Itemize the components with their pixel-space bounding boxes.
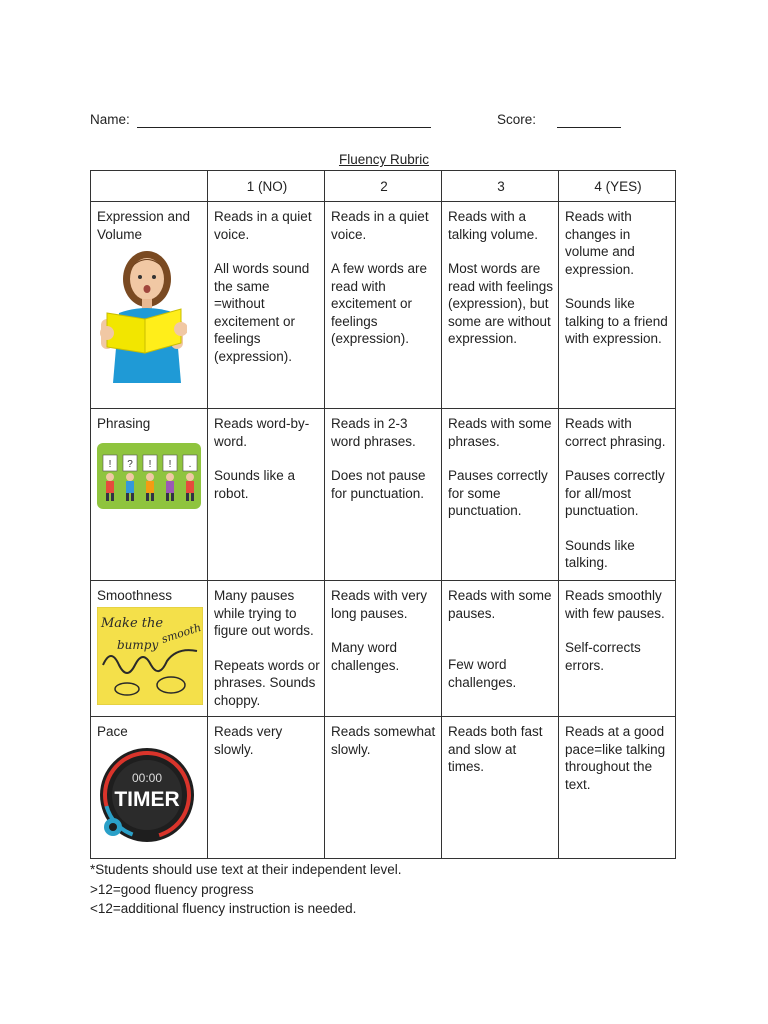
rubric-cell bbox=[559, 581, 676, 717]
sign-mark: ! bbox=[168, 458, 172, 470]
rubric-cell bbox=[325, 409, 442, 581]
cell-text: A few words are read with excitement or feelings (expression). bbox=[331, 261, 428, 346]
category-cell bbox=[91, 202, 208, 409]
cell-text: Repeats words or phrases. Sounds choppy. bbox=[214, 657, 320, 708]
cell-text: Reads very slowly. bbox=[214, 724, 283, 757]
cell-text: Many word challenges. bbox=[331, 640, 400, 673]
timer-icon bbox=[97, 745, 197, 845]
sign-mark: ! bbox=[148, 458, 152, 470]
rubric-cell bbox=[559, 202, 676, 409]
column-header-1: 1 (NO) bbox=[208, 171, 325, 202]
rubric-cell bbox=[559, 717, 676, 859]
kids-holding-signs-icon bbox=[97, 443, 201, 509]
cell-text: Reads with some phrases. bbox=[448, 416, 552, 449]
footnote: *Students should use text at their independent level. bbox=[90, 862, 402, 877]
timer-word: TIMER bbox=[114, 787, 180, 811]
cell-text: Does not pause for punctuation. bbox=[331, 468, 426, 501]
cell-text: Reads word-by-word. bbox=[214, 416, 310, 449]
rubric-cell bbox=[208, 409, 325, 581]
cell-text: Reads with very long pauses. bbox=[331, 588, 428, 621]
footnote: >12=good fluency progress bbox=[90, 881, 254, 897]
cell-text: Reads in 2-3 word phrases. bbox=[331, 416, 416, 449]
table-row bbox=[91, 717, 676, 859]
footnote: <12=additional fluency instruction is needed. bbox=[90, 901, 357, 916]
rubric-cell bbox=[559, 409, 676, 581]
score-blank-line bbox=[557, 127, 621, 128]
image-text: bumpy bbox=[117, 637, 159, 652]
cell-text: Reads both fast and slow at times. bbox=[448, 724, 543, 774]
column-header-3: 3 bbox=[442, 171, 559, 202]
category-label: Pace bbox=[97, 724, 128, 739]
category-label: Phrasing bbox=[97, 416, 151, 431]
category-label: Smoothness bbox=[97, 588, 173, 603]
cell-text: Sounds like a robot. bbox=[214, 468, 296, 501]
rubric-cell bbox=[325, 581, 442, 717]
table-row bbox=[91, 409, 676, 581]
category-cell bbox=[91, 581, 208, 717]
cell-text: Reads with changes in volume and expression. bbox=[565, 209, 635, 277]
column-header-blank bbox=[91, 171, 208, 202]
page-title: Fluency Rubric bbox=[338, 152, 430, 167]
cell-text: Reads with correct phrasing. bbox=[565, 416, 666, 449]
cell-text: Most words are read with feelings (expression), but some are without expression. bbox=[448, 261, 554, 346]
rubric-cell bbox=[208, 581, 325, 717]
timer-time: 00:00 bbox=[131, 770, 163, 785]
category-label: Expression and Volume bbox=[97, 209, 191, 242]
rubric-cell bbox=[325, 202, 442, 409]
sign-mark: ? bbox=[127, 458, 133, 470]
cell-text: Reads with a talking volume. bbox=[448, 209, 539, 242]
rubric-cell bbox=[442, 202, 559, 409]
name-blank-line bbox=[137, 127, 431, 128]
header-row bbox=[90, 112, 690, 132]
name-label: Name: bbox=[90, 112, 130, 127]
table-row bbox=[91, 202, 676, 409]
cell-text: Self-corrects errors. bbox=[565, 640, 641, 673]
make-the-bumpy-smooth-icon bbox=[97, 607, 203, 705]
cell-text: Reads with some pauses. bbox=[448, 588, 552, 621]
rubric-cell bbox=[208, 202, 325, 409]
column-header-4: 4 (YES) bbox=[559, 171, 676, 202]
category-cell bbox=[91, 717, 208, 859]
cell-text: Pauses correctly for some punctuation. bbox=[448, 468, 548, 518]
cell-text: Sounds like talking. bbox=[565, 537, 635, 570]
cell-text: Few word challenges. bbox=[448, 657, 517, 690]
image-text: smooth bbox=[159, 620, 203, 646]
cell-text: All words sound the same =without excitement or feelings (expression). bbox=[214, 261, 310, 364]
rubric-cell bbox=[442, 717, 559, 859]
sign-mark: ! bbox=[108, 458, 112, 470]
cell-text: Reads somewhat slowly. bbox=[331, 724, 436, 757]
cell-text: Sounds like talking to a friend with expression. bbox=[565, 296, 668, 346]
cell-text: Reads in a quiet voice. bbox=[214, 209, 312, 242]
score-label: Score: bbox=[497, 112, 537, 127]
rubric-cell bbox=[208, 717, 325, 859]
cell-text: Many pauses while trying to figure out words. bbox=[214, 588, 314, 638]
footnotes bbox=[90, 860, 401, 919]
table-row bbox=[91, 581, 676, 717]
cell-text: Pauses correctly for all/most punctuation. bbox=[565, 468, 665, 518]
column-header-2: 2 bbox=[325, 171, 442, 202]
sign-mark: . bbox=[188, 458, 192, 470]
image-text: Make the bbox=[101, 615, 164, 631]
category-cell bbox=[91, 409, 208, 581]
rubric-cell bbox=[442, 581, 559, 717]
rubric-cell bbox=[325, 717, 442, 859]
cell-text: Reads in a quiet voice. bbox=[331, 209, 429, 242]
cell-text: Reads at a good pace=like talking throughout the text. bbox=[565, 724, 666, 792]
girl-reading-icon bbox=[97, 249, 187, 383]
cell-text: Reads smoothly with few pauses. bbox=[565, 588, 665, 621]
rubric-cell bbox=[442, 409, 559, 581]
header-row-columns bbox=[91, 171, 676, 202]
rubric-table bbox=[90, 170, 676, 859]
